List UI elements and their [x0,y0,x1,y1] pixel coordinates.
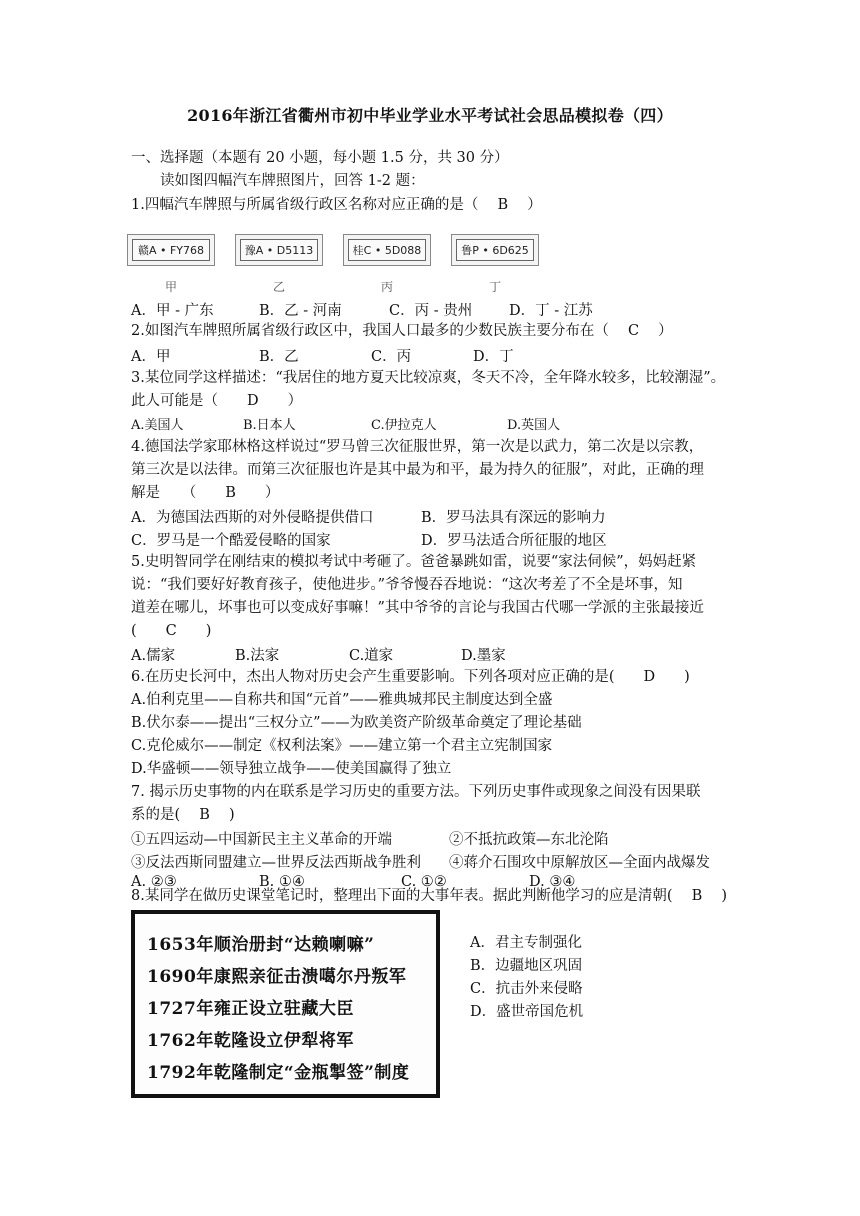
question-4-line3: 解是 （ B ） [131,485,280,501]
question-2-stem: 2.如图汽车牌照所属省级行政区中，我国人口最多的少数民族主要分布在（ C ） [131,323,673,339]
plate-bing [343,234,431,266]
plate-text: 鲁P • 6D625 [456,239,534,261]
timeline-event: 1727年雍正设立驻藏大臣 [147,999,354,1019]
question-8-option-a: A．君主专制强化 [470,935,582,951]
statement-3: ③反法西斯同盟建立—世界反法西斯战争胜利 [131,855,421,871]
option-c: C.伊拉克人 [371,418,437,433]
option-a: A.美国人 [131,418,184,433]
statement-1: ①五四运动—中国新民主主义革命的开端 [131,832,392,848]
option-c: C.道家 [349,648,394,664]
question-8-stem: 8.某同学在做历史课堂笔记时，整理出下面的大事年表。据此判断他学习的应是清朝( B ) [131,888,728,904]
question-4-line1: 4.德国法学家耶林格这样说过“罗马曾三次征服世界，第一次是以武力，第二次是以宗教， [131,439,704,455]
timeline-event: 1762年乾隆设立伊犁将军 [147,1031,354,1051]
option-a: A. ②③ [131,874,177,890]
option-b: B．乙 - 河南 [259,303,342,319]
question-3-line1: 3.某位同学这样描述：“我居住的地方夏天比较凉爽，冬天不冷，全年降水较多，比较潮湿”。 [131,370,726,386]
question-5-line4: ( C ) [131,623,212,639]
plate-text: 豫A • D5113 [240,239,318,261]
plate-caption: 甲 [164,280,177,294]
plate-caption: 丙 [380,280,393,294]
option-c: C．丙 [371,349,412,365]
statement-2: ②不抵抗政策—东北沦陷 [449,832,609,848]
question-3-line2: 此人可能是（ D ） [131,393,303,409]
option-d: D.墨家 [461,648,506,664]
option-a: A.儒家 [131,648,176,664]
option-c: C．丙 - 贵州 [389,303,473,319]
question-1-stem: 1.四幅汽车牌照与所属省级行政区名称对应正确的是（ B ） [131,197,542,213]
license-plates-figure [127,234,547,294]
plate-yi [235,234,323,266]
timeline-event: 1690年康熙亲征击溃噶尔丹叛军 [147,967,407,987]
timeline-event: 1653年顺治册封“达赖喇嘛” [147,935,375,955]
statement-4: ④蒋介石围攻中原解放区—全面内战爆发 [449,855,710,871]
option-a: A．甲 - 广东 [131,303,214,319]
question-5-line3: 道差在哪儿，坏事也可以变成好事嘛！”其中爷爷的言论与我国古代哪一学派的主张最接近 [131,600,704,616]
option-d: D. ③④ [529,874,576,890]
option-c: C．罗马是一个酷爱侵略的国家 [131,533,331,549]
question-5-line1: 5.史明智同学在刚结束的模拟考试中考砸了。爸爸暴跳如雷，说要“家法伺候”，妈妈赶紧 [131,554,697,570]
plate-ding [451,234,539,266]
question-6-option-b: B.伏尔泰——提出“三权分立”——为欧美资产阶级革命奠定了理论基础 [131,715,582,731]
option-b: B.法家 [235,648,280,664]
question-6-option-c: C.克伦威尔——制定《权利法案》——建立第一个君主立宪制国家 [131,738,553,754]
option-c: C. ①② [401,874,447,890]
plate-text: 赣A • FY768 [132,239,210,261]
option-d: D．罗马法适合所征服的地区 [421,533,607,549]
timeline-event: 1792年乾隆制定“金瓶掣签”制度 [147,1063,410,1083]
question-6-option-a: A.伯利克里——自称共和国“元首”——雅典城邦民主制度达到全盛 [131,692,553,708]
intro-text: 读如图四幅汽车牌照图片，回答 1-2 题： [160,173,425,189]
question-7-line2: 系的是( B ) [131,807,235,823]
option-d: D.英国人 [507,418,561,433]
page-title: 2016年浙江省衢州市初中毕业学业水平考试社会思品模拟卷（四） [187,106,673,125]
section-heading: 一、选择题（本题有 20 小题，每小题 1.5 分，共 30 分） [131,150,509,166]
option-a: A．甲 [131,349,171,365]
option-d: D．丁 - 江苏 [509,303,593,319]
option-b: B．罗马法具有深远的影响力 [421,510,606,526]
question-8-option-c: C．抗击外来侵略 [470,981,583,997]
question-6-option-d: D.华盛顿——领导独立战争——使美国赢得了独立 [131,761,452,777]
question-5-line2: 说：“我们要好好教育孩子，使他进步。”爷爷慢吞吞地说：“这次考差了不全是坏事，知 [131,577,683,593]
question-7-line1: 7. 揭示历史事物的内在联系是学习历史的重要方法。下列历史事件或现象之间没有因果联 [131,784,701,800]
option-a: A．为德国法西斯的对外侵略提供借口 [131,510,374,526]
option-b: B.日本人 [243,418,296,433]
plate-caption: 丁 [488,280,501,294]
plate-jia [127,234,215,266]
question-4-line2: 第三次是以法律。而第三次征服也许是其中最为和平，最为持久的征服”，对此，正确的理 [131,462,704,478]
plate-caption: 乙 [272,280,285,294]
option-b: B. ①④ [259,874,305,890]
question-8-option-d: D．盛世帝国危机 [470,1004,584,1020]
plate-text: 桂C • 5D088 [348,239,426,261]
question-8-option-b: B．边疆地区巩固 [470,958,583,974]
timeline-box [131,910,440,1098]
option-d: D．丁 [473,349,514,365]
option-b: B．乙 [259,349,299,365]
question-6-stem: 6.在历史长河中，杰出人物对历史会产生重要影响。下列各项对应正确的是( D ) [131,669,690,685]
